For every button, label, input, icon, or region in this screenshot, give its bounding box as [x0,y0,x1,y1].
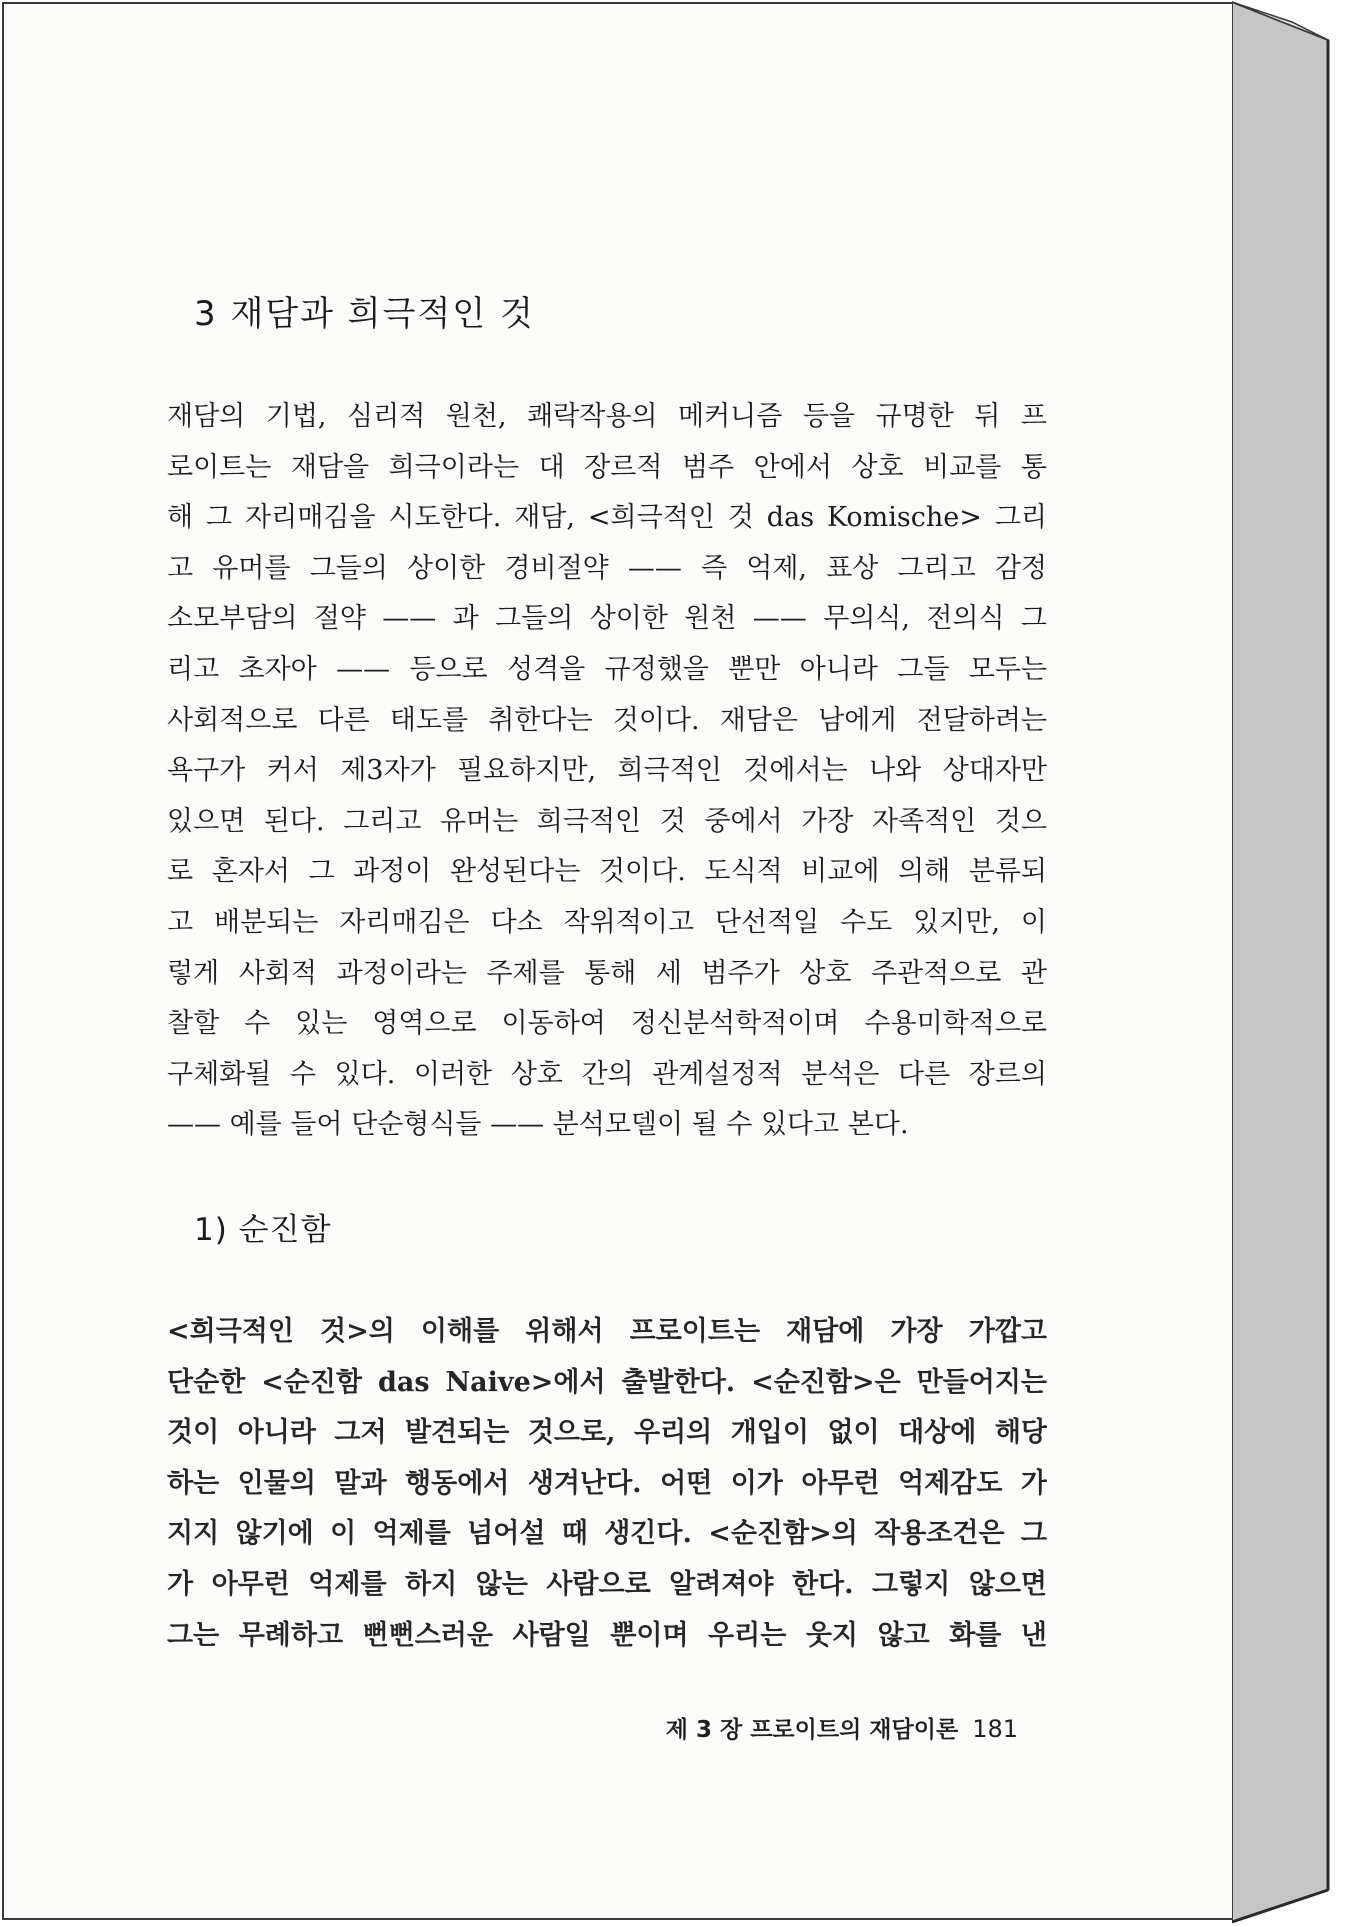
paragraph-2 [167,1307,1047,1661]
page-edge-side [1232,2,1328,1922]
page-number: 181 [972,1715,1018,1743]
book-edge-illustration [1232,0,1365,1926]
text-line: 가 아무런 억제를 하지 않는 사람으로 알려져야 한다. 그렇지 않으면 [167,1568,1047,1600]
text-line: 지지 않기에 이 억제를 넘어설 때 생긴다. <순진함>의 작용조건은 그 [167,1518,1047,1550]
running-footer [666,1711,1018,1744]
text-line: 렇게 사회적 과정이라는 주제를 통해 세 범주가 상호 주관적으로 관 [167,957,1047,989]
text-line: 고 유머를 그들의 상이한 경비절약 —— 즉 억제, 표상 그리고 감정 [167,552,1047,584]
text-line: 단순한 <순진함 das Naive>에서 출발한다. <순진함>은 만들어지는 [167,1366,1047,1398]
text-line: 것이 아니라 그저 발견되는 것으로, 우리의 개입이 없이 대상에 해당 [167,1417,1047,1449]
text-line: 욕구가 커서 제3자가 필요하지만, 희극적인 것에서는 나와 상대자만 [167,755,1047,787]
text-line: 리고 초자아 —— 등으로 성격을 규정했을 뿐만 아니라 그들 모두는 [167,653,1047,685]
text-line: 하는 인물의 말과 행동에서 생겨난다. 어떤 이가 아무런 억제감도 가 [167,1467,1047,1499]
text-line: 있으면 된다. 그리고 유머는 희극적인 것 중에서 가장 자족적인 것으 [167,805,1047,837]
text-line: <희극적인 것>의 이해를 위해서 프로이트는 재담에 가장 가깝고 [167,1316,1047,1347]
paragraph-1 [167,392,1047,1151]
page-content [4,4,1236,1922]
text-line: 사회적으로 다른 태도를 취한다는 것이다. 재담은 남에게 전달하려는 [167,704,1047,736]
section-heading: 3 재담과 희극적인 것 [194,294,535,334]
text-line: 재담의 기법, 심리적 원천, 쾌락작용의 메커니즘 등을 규명한 뒤 프 [167,401,1047,432]
text-line: 해 그 자리매김을 시도한다. 재담, <희극적인 것 das Komische> 그리 [167,502,1047,534]
text-line: 찰할 수 있는 영역으로 이동하여 정신분석학적이며 수용미학적으로 [167,1008,1047,1040]
page-sheet [2,2,1234,1920]
text-line: 고 배분되는 자리매김은 다소 작위적이고 단선적일 수도 있지만, 이 [167,906,1047,938]
text-line: 소모부담의 절약 —— 과 그들의 상이한 원천 —— 무의식, 전의식 그 [167,603,1047,635]
subsection-heading: 1) 순진함 [194,1212,332,1248]
text-line: 구체화될 수 있다. 이러한 상호 간의 관계설정적 분석은 다른 장르의 [167,1058,1047,1090]
text-line: 그는 무례하고 뻔뻔스러운 사람일 뿐이며 우리는 웃지 않고 화를 낸 [167,1619,1047,1651]
text-line: 로 혼자서 그 과정이 완성된다는 것이다. 도식적 비교에 의해 분류되 [167,856,1047,888]
text-line: 로이트는 재담을 희극이라는 대 장르적 범주 안에서 상호 비교를 통 [167,451,1047,483]
chapter-title: 제 3 장 프로이트의 재담이론 [665,1717,959,1743]
text-line: —— 예를 들어 단순형식들 —— 분석모델이 될 수 있다고 본다. [167,1109,909,1141]
